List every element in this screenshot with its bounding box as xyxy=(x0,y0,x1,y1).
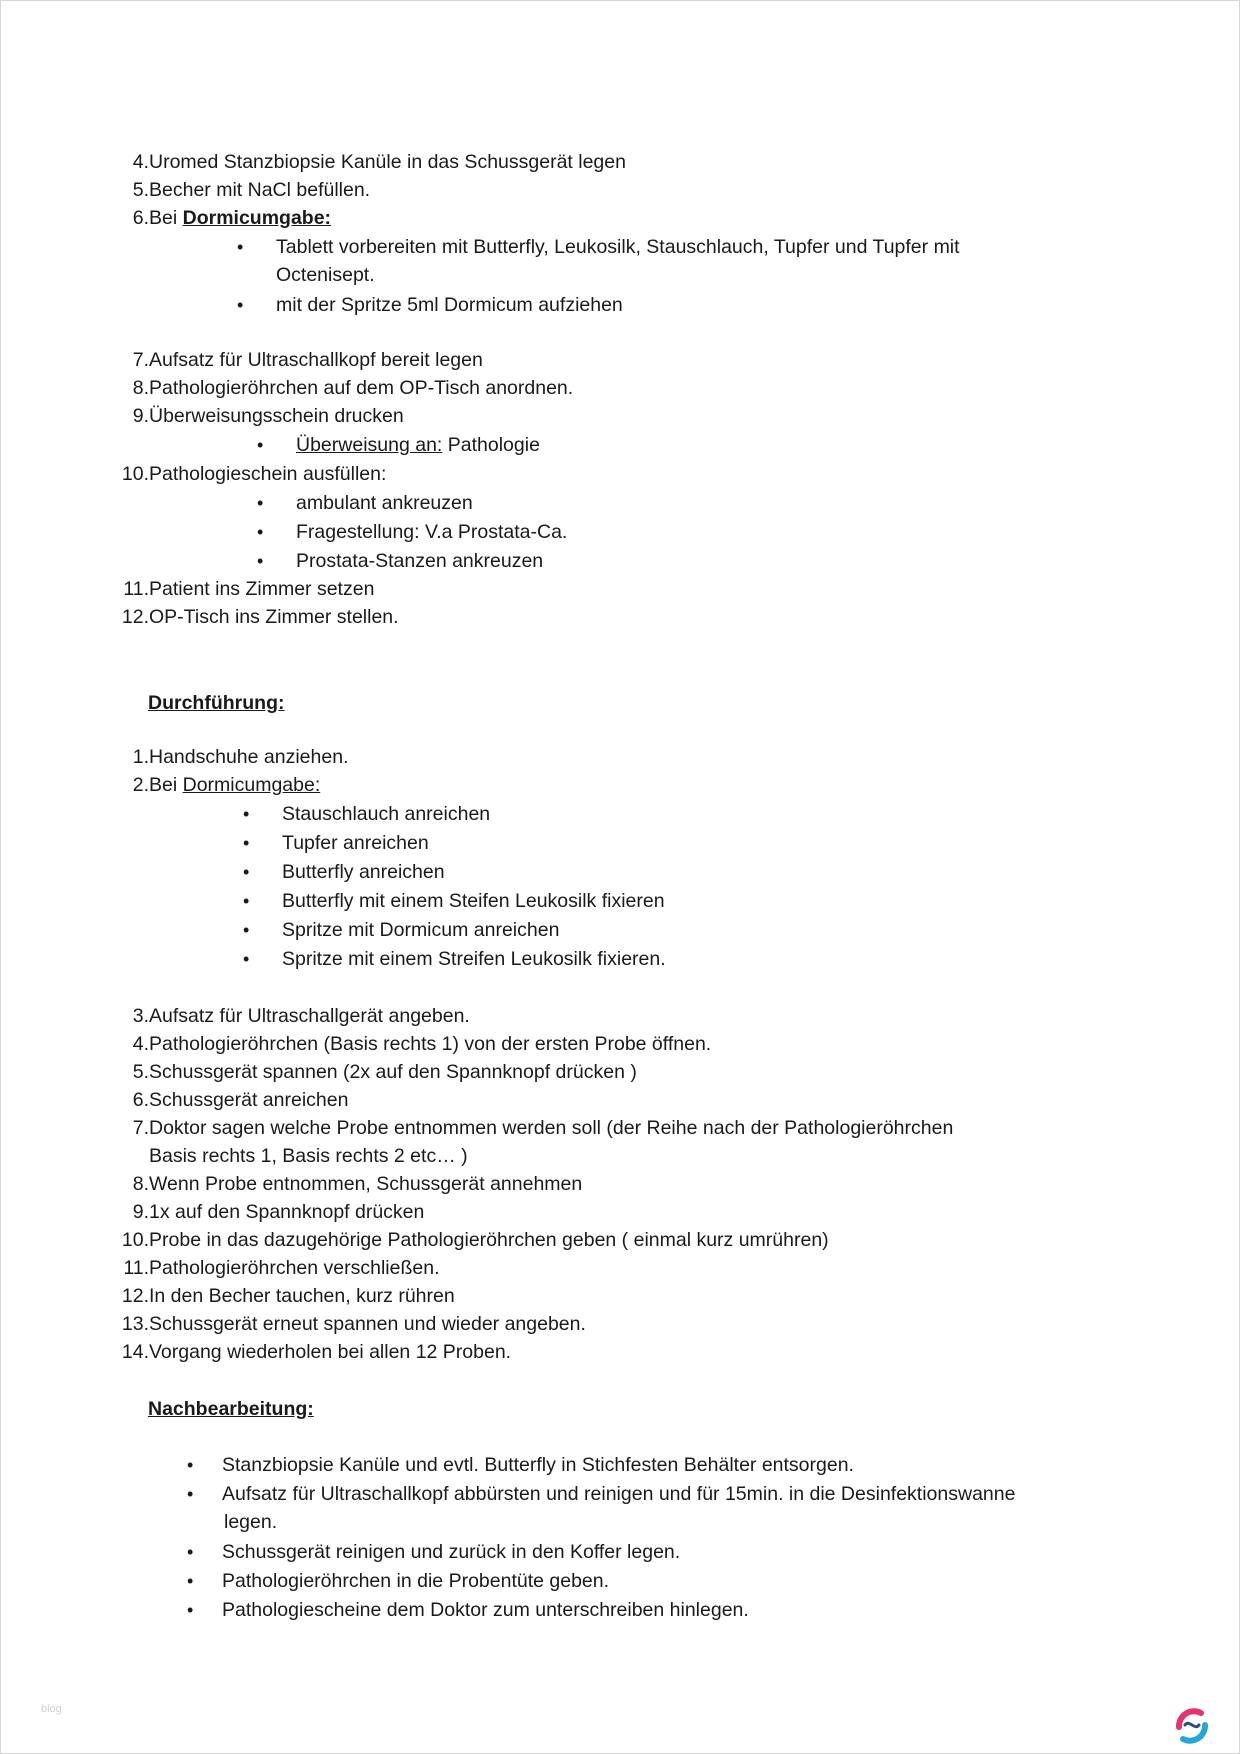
bullet-icon: • xyxy=(243,920,250,940)
bullet-icon: • xyxy=(257,493,264,513)
bullet-icon: • xyxy=(257,435,264,455)
brand-logo-icon xyxy=(1171,1705,1213,1747)
bullet-icon: • xyxy=(243,804,250,824)
bullet-icon: • xyxy=(243,891,250,911)
bullet-icon: • xyxy=(187,1600,194,1620)
emphasis-text: Dormicumgabe: xyxy=(182,207,332,229)
bullet-icon: • xyxy=(237,237,244,257)
bullet-icon: • xyxy=(187,1484,194,1504)
section-heading-nachbearbeitung: Nachbearbeitung: xyxy=(148,1398,314,1420)
bullet-icon: • xyxy=(187,1542,194,1562)
bullet-icon: • xyxy=(243,949,250,969)
emphasis-text: Dormicumgabe: xyxy=(182,774,321,796)
document-page: 4. Uromed Stanzbiopsie Kanüle in das Schussgerät legen 5. Becher mit NaCl befüllen. 6. Bei Dormicumgabe: • Tablett vorbereiten mit Butterfly, Leukosilk, Stauschlauch, Tupfer und Tupfer mit Octenisept. • mit der Spritze 5ml Dormicum aufziehen 7. Aufsatz für Ultraschallkopf bereit legen 8. Pathologieröhrchen auf dem OP-Tisch anordnen. 9. Überweisungsschein drucken • Überweisung an: Pathologie 10. Pathologieschein ausfüllen: • ambulant ankreuzen • Fragestellung: V.a Prostata-Ca. • Prostata-Stanzen ankreuzen 11. Patient ins Zimmer setzen 12. OP-Tisch ins Zimmer stellen. Durchführung: 1. Handschuhe anziehen. 2. Bei Dormicumgabe: • Stauschlauch anreichen • Tupfer anreichen • Butterfly anreichen • Butterfly mit einem Steifen Leukosilk fixieren • Spritze mit Dormicum anreichen • Spritze mit einem Streifen Leukosilk fixieren. 3. Aufsatz für Ultraschallgerät angeben. 4. Pathologieröhrchen (Basis rechts 1) von der ersten Probe öffnen. 5. Schussgerät spannen (2x auf den Spannknopf drücken ) 6. Schussgerät anreichen 7. Doktor sagen welche Probe entnommen werden soll (der Reihe nach der Pathologieröhrchen Basis rechts 1, Basis rechts 2 etc… ) 8. Wenn Probe entnommen, Schussgerät annehmen 9. 1x auf den Spannknopf drücken 10. Probe in das dazugehörige Pathologieröhrchen geben ( einmal kurz umrühren) 11. Pathologieröhrchen verschließen. 12. In den Becher tauchen, kurz rühren 13. Schussgerät erneut spannen und wieder angeben. 14. Vorgang wiederholen bei allen 12 Proben. Nachbearbeitung: • Stanzbiopsie Kanüle und evtl. Butterfly in Stichfesten Behälter entsorgen. • Aufsatz für Ultraschallkopf abbürsten und reinigen und für 15min. in die Desinfektionswanne legen. • Schussgerät reinigen und zurück in den Koffer legen. • Pathologieröhrchen in die Probentüte geben. • Pathologiescheine dem Doktor zum unterschreiben hinlegen. blog xyxy=(0,0,1240,1754)
section-heading-durchfuehrung: Durchführung: xyxy=(148,692,285,714)
emphasis-text: Überweisung an: xyxy=(296,434,443,456)
bullet-icon: • xyxy=(243,862,250,882)
bullet-icon: • xyxy=(187,1455,194,1475)
bullet-icon: • xyxy=(187,1571,194,1591)
bullet-icon: • xyxy=(257,522,264,542)
bullet-icon: • xyxy=(243,833,250,853)
bullet-icon: • xyxy=(237,295,244,315)
bullet-icon: • xyxy=(257,551,264,571)
watermark-text: blog xyxy=(41,1703,62,1715)
